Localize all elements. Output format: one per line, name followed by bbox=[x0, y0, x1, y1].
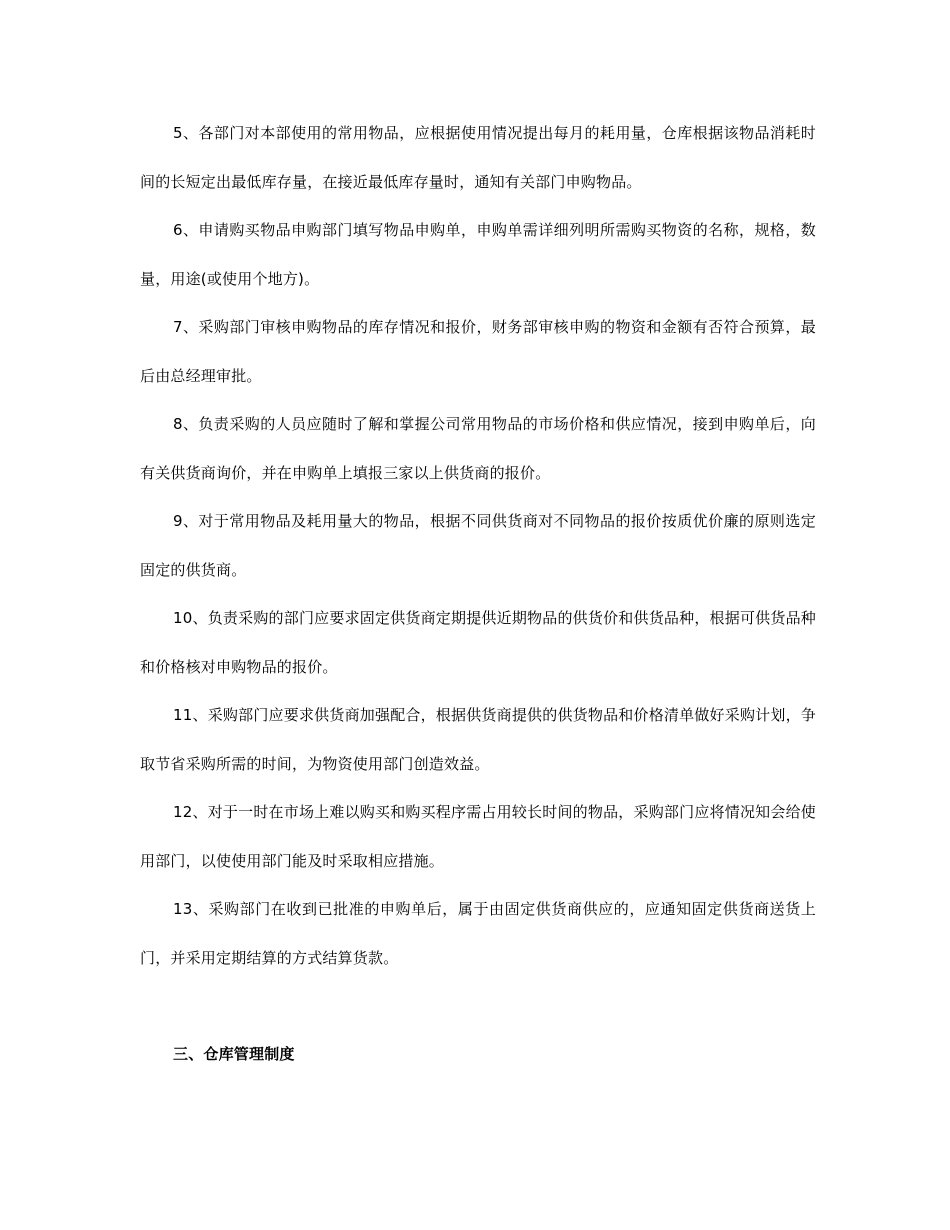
paragraph-item-6: 6、申请购买物品申购部门填写物品申购单，申购单需详细列明所需购买物资的名称，规格，数量，用途(或使用个地方)。 bbox=[140, 221, 816, 288]
document-body bbox=[140, 109, 816, 982]
paragraph-item-13: 13、采购部门在收到已批准的申购单后，属于由固定供货商供应的，应通知固定供货商送货上门，并采用定期结算的方式结算货款。 bbox=[140, 900, 816, 967]
paragraph-item-5: 5、各部门对本部使用的常用物品，应根据使用情况提出每月的耗用量，仓库根据该物品消耗时间的长短定出最低库存量，在接近最低库存量时，通知有关部门申购物品。 bbox=[140, 124, 816, 191]
section-heading-warehouse-management: 三、仓库管理制度 bbox=[173, 1045, 295, 1063]
paragraph-item-7: 7、采购部门审核申购物品的库存情况和报价，财务部审核申购的物资和金额有否符合预算，最后由总经理审批。 bbox=[140, 318, 816, 385]
paragraph-item-10: 10、负责采购的部门应要求固定供货商定期提供近期物品的供货价和供货品种，根据可供货品种和价格核对申购物品的报价。 bbox=[140, 609, 816, 676]
paragraph-item-8: 8、负责采购的人员应随时了解和掌握公司常用物品的市场价格和供应情况，接到申购单后，向有关供货商询价，并在申购单上填报三家以上供货商的报价。 bbox=[140, 415, 816, 482]
paragraph-item-9: 9、对于常用物品及耗用量大的物品，根据不同供货商对不同物品的报价按质优价廉的原则选定固定的供货商。 bbox=[140, 512, 816, 579]
paragraph-item-12: 12、对于一时在市场上难以购买和购买程序需占用较长时间的物品，采购部门应将情况知会给使用部门，以使使用部门能及时采取相应措施。 bbox=[140, 803, 816, 870]
paragraph-item-11: 11、采购部门应要求供货商加强配合，根据供货商提供的供货物品和价格清单做好采购计划，争取节省采购所需的时间，为物资使用部门创造效益。 bbox=[140, 706, 816, 773]
